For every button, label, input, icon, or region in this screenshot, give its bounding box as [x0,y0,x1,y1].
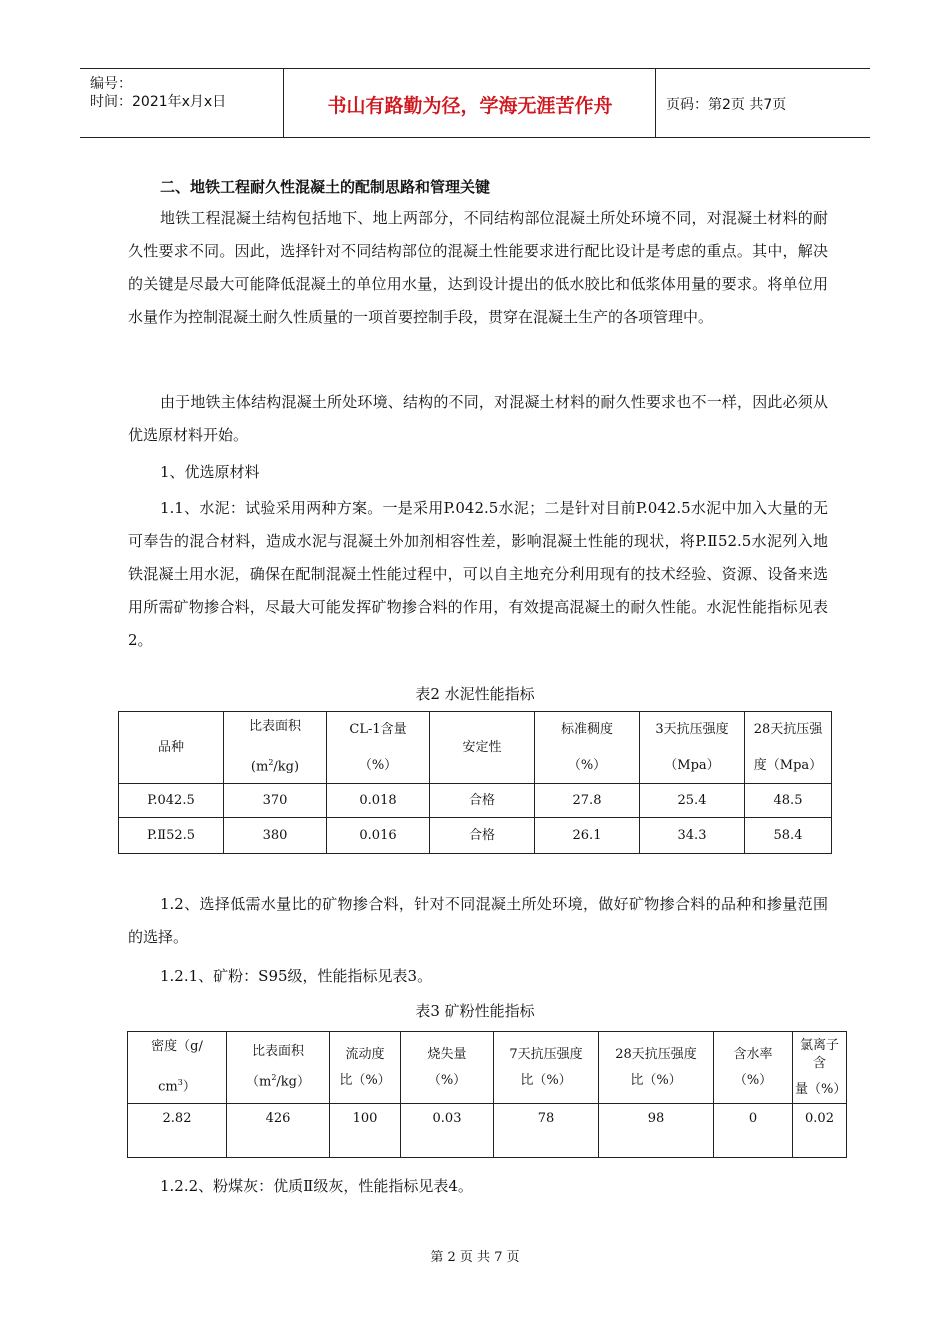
table-cell: 380 [224,818,327,854]
list-heading: 1、优选原材料 [160,463,260,481]
table-cell: 26.1 [535,818,640,854]
table-cell: 100 [330,1104,401,1158]
header-page-number: 页码：第2页 共7页 [666,97,787,113]
table-cell: 98 [599,1104,714,1158]
header-meta [90,75,226,111]
header-divider [283,69,284,137]
table-caption: 表2 水泥性能指标 [415,685,535,703]
table-header-cell: 3天抗压强度 （Mpa） [640,712,745,784]
table-header-cell: 比表面积 $(m^2/kg)$ [227,1032,330,1104]
table-cell: 25.4 [640,784,745,818]
table-cell: 0.016 [327,818,430,854]
document-date: 时间：2021年x月x日 [90,94,227,110]
table-header-cell: 28天抗压强度 比（%） [599,1032,714,1104]
section-title: 二、地铁工程耐久性混凝土的配制思路和管理关键 [160,178,491,196]
cement-properties-table [118,711,832,854]
header-divider [655,69,656,137]
header-motto: 书山有路勤为径，学海无涯苦作舟 [327,95,613,117]
table-header-cell: 标准稠度 （%） [535,712,640,784]
table-row [119,784,832,818]
paragraph: 1.2、选择低需水量比的矿物掺合料，针对不同混凝土所处环境，做好矿物掺合料的品种和掺量范围的选择。 [128,895,828,946]
table-cell: 34.3 [640,818,745,854]
table-cell: 0 [714,1104,793,1158]
table-cell: 2.82 [128,1104,227,1158]
paragraph: 地铁工程混凝土结构包括地下、地上两部分，不同结构部位混凝土所处环境不同，对混凝土材料的耐久性要求不同。因此，选择针对不同结构部位的混凝土性能要求进行配比设计是考虑的重点。其中，解决的关键是尽最大可能降低混凝土的单位用水量，达到设计提出的低水胶比和低浆体用量的要求。将单位用水量作为控制混凝土耐久性质量的一项首要控制手段，贯穿在混凝土生产的各项管理中。 [128,209,828,326]
table-header-row [128,1032,847,1104]
table-header-cell: 密度（g/ $cm^3$） [128,1032,227,1104]
table-cell: 426 [227,1104,330,1158]
table-header-cell: CL-1含量 （%） [327,712,430,784]
table-cell: 78 [494,1104,599,1158]
table-header-cell: 安定性 [430,712,535,784]
table-cell: 合格 [430,784,535,818]
table-cell: 0.018 [327,784,430,818]
paragraph: 由于地铁主体结构混凝土所处环境、结构的不同，对混凝土材料的耐久性要求也不一样，因此必须从优选原材料开始。 [128,393,828,444]
table-cell: 0.03 [401,1104,494,1158]
table-row [128,1104,847,1158]
table-cell: 0.02 [793,1104,847,1158]
table-header-cell: 7天抗压强度 比（%） [494,1032,599,1104]
table-header-cell: 28天抗压强 度（Mpa） [745,712,832,784]
table-header-cell: 氯离子含 量（%） [793,1032,847,1104]
table-caption: 表3 矿粉性能指标 [415,1002,535,1020]
slag-powder-properties-table [127,1031,847,1158]
paragraph: 1.2.1、矿粉：S95级，性能指标见表3。 [160,967,433,985]
table-header-cell: 烧失量 （%） [401,1032,494,1104]
table-cell: 370 [224,784,327,818]
table-header-row [119,712,832,784]
table-header-cell: 含水率 （%） [714,1032,793,1104]
table-cell: P.Ⅱ52.5 [119,818,224,854]
page-header [80,68,870,138]
table-cell: 合格 [430,818,535,854]
paragraph: 1.2.2、粉煤灰：优质Ⅱ级灰，性能指标见表4。 [160,1177,473,1195]
table-cell: P.042.5 [119,784,224,818]
page-footer: 第 2 页 共 7 页 [430,1250,520,1265]
table-cell: 58.4 [745,818,832,854]
table-header-cell: 品种 [119,712,224,784]
document-number: 编号： [90,76,132,92]
table-cell: 48.5 [745,784,832,818]
table-cell: 27.8 [535,784,640,818]
table-header-cell: 比表面积 $(m^2/kg)$ [224,712,327,784]
table-row [119,818,832,854]
paragraph: 1.1、水泥：试验采用两种方案。一是采用P.042.5水泥；二是针对目前P.042.5水泥中加入大量的无可奉告的混合材料，造成水泥与混凝土外加剂相容性差，影响混凝土性能的现状，将P.Ⅱ52.5水泥列入地铁混凝土用水泥，确保在配制混凝土性能过程中，可以自主地充分利用现有的技术经验、资源、设备来选用所需矿物掺合料，尽最大可能发挥矿物掺合料的作用，有效提高混凝土的耐久性能。水泥性能指标见表2。 [128,499,828,649]
table-header-cell: 流动度 比（%） [330,1032,401,1104]
